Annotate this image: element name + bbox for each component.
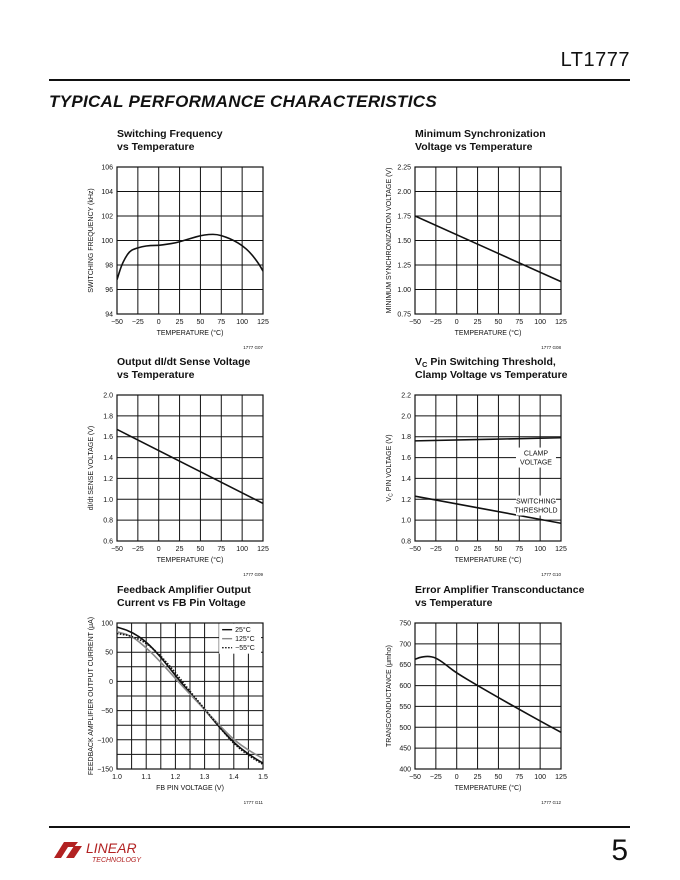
x-tick-label: 1.0 xyxy=(112,774,122,781)
x-tick-label: −25 xyxy=(131,319,144,326)
y-tick-label: 104 xyxy=(101,189,113,196)
chart-title-line: VC Pin Switching Threshold, xyxy=(415,356,556,369)
y-tick-label: 1.0 xyxy=(103,496,113,504)
x-tick-label: 1.5 xyxy=(258,774,268,781)
y-tick-label: 550 xyxy=(399,703,411,711)
y-tick-label: 100 xyxy=(101,620,113,628)
x-tick-label: −50 xyxy=(111,546,123,553)
x-tick-label: 100 xyxy=(534,546,546,553)
y-tick-label: 1.6 xyxy=(401,455,411,463)
logo-wordmark: LINEAR xyxy=(86,840,137,856)
y-tick-label: 2.2 xyxy=(401,392,411,400)
y-tick-label: 1.8 xyxy=(401,434,411,442)
x-tick-label: 1.2 xyxy=(170,774,181,781)
x-tick-label: 125 xyxy=(257,319,269,326)
x-tick-label: 0 xyxy=(454,546,459,553)
y-tick-label: 600 xyxy=(399,683,411,691)
chart-title-line: Output dI/dt Sense Voltage xyxy=(117,356,251,368)
logo-subtext: TECHNOLOGY xyxy=(92,857,142,864)
x-tick-label: 0 xyxy=(156,319,161,326)
annotation-label: VOLTAGE xyxy=(519,459,552,467)
x-tick-label: 25 xyxy=(175,319,184,326)
figure-id: 1777 G12 xyxy=(541,800,561,805)
x-tick-label: 0 xyxy=(454,774,459,781)
y-tick-label: 94 xyxy=(105,311,113,319)
figure-id: 1777 G11 xyxy=(243,800,263,805)
chart-6 xyxy=(386,584,585,805)
chart-title-line: Minimum Synchronization xyxy=(415,128,546,140)
x-tick-label: 100 xyxy=(236,319,248,326)
x-tick-label: 75 xyxy=(217,546,226,553)
y-tick-label: 1.25 xyxy=(397,262,411,270)
y-tick-label: 1.4 xyxy=(103,455,113,463)
chart-title-line: Voltage vs Temperature xyxy=(415,141,533,153)
linear-technology-logo xyxy=(52,836,172,866)
legend-label: −55°C xyxy=(235,645,255,653)
x-tick-label: 0 xyxy=(454,319,459,326)
y-tick-label: −50 xyxy=(101,708,113,716)
x-axis-label: TEMPERATURE (°C) xyxy=(454,785,522,792)
y-axis-label: FEEDBACK AMPLIFIER OUTPUT CURRENT (μA) xyxy=(88,616,95,776)
bottom-rule xyxy=(49,826,630,828)
y-tick-label: 1.8 xyxy=(103,413,113,421)
x-tick-label: 75 xyxy=(515,319,524,326)
x-tick-label: 25 xyxy=(473,546,482,553)
x-tick-label: 100 xyxy=(236,546,248,553)
part-number: LT1777 xyxy=(560,49,630,71)
y-tick-label: 450 xyxy=(399,745,411,753)
y-tick-label: 1.4 xyxy=(401,475,411,483)
y-axis-label: dI/dt SENSE VOLTAGE (V) xyxy=(88,425,95,511)
chart-5 xyxy=(88,584,268,805)
y-tick-label: −150 xyxy=(97,766,113,774)
figure-id: 1777 G07 xyxy=(243,345,263,350)
y-tick-label: 106 xyxy=(101,164,113,172)
legend-label: 25°C xyxy=(235,627,251,635)
x-tick-label: −50 xyxy=(409,546,421,553)
x-tick-label: 100 xyxy=(534,319,546,326)
x-tick-label: −25 xyxy=(429,319,442,326)
x-tick-label: 125 xyxy=(555,774,567,781)
y-tick-label: 0 xyxy=(109,678,113,686)
figure-id: 1777 G08 xyxy=(541,345,561,350)
x-tick-label: −25 xyxy=(131,546,144,553)
annotation-label: CLAMP xyxy=(523,450,549,458)
x-axis-label: TEMPERATURE (°C) xyxy=(156,330,224,337)
x-tick-label: 0 xyxy=(156,546,161,553)
x-tick-label: 125 xyxy=(555,546,567,553)
y-tick-label: 1.0 xyxy=(401,517,411,525)
y-tick-label: 1.2 xyxy=(401,496,411,504)
y-tick-label: 1.75 xyxy=(397,213,411,221)
x-tick-label: 75 xyxy=(515,774,524,781)
y-tick-label: 2.0 xyxy=(103,392,113,400)
y-tick-label: 0.6 xyxy=(103,538,113,546)
y-tick-label: 2.00 xyxy=(397,189,411,196)
series-line-1 xyxy=(415,216,561,282)
chart-title-line: vs Temperature xyxy=(117,141,195,153)
series-line-1 xyxy=(117,234,263,279)
x-tick-label: −50 xyxy=(409,774,421,781)
chart-title-line: vs Temperature xyxy=(415,597,493,609)
section-title: TYPICAL PERFORMANCE CHARACTERISTICS xyxy=(49,92,437,111)
x-tick-label: 125 xyxy=(257,546,269,553)
chart-title-line: Error Amplifier Transconductance xyxy=(415,584,585,596)
figure-id: 1777 G10 xyxy=(541,572,561,577)
logo-mark-icon xyxy=(54,842,82,858)
y-tick-label: 1.00 xyxy=(397,287,411,294)
chart-1 xyxy=(88,128,269,350)
y-tick-label: 0.8 xyxy=(103,517,113,525)
x-tick-label: −50 xyxy=(409,319,421,326)
x-axis-label: TEMPERATURE (°C) xyxy=(454,330,522,337)
x-tick-label: 25 xyxy=(473,774,482,781)
x-axis-label: TEMPERATURE (°C) xyxy=(454,557,522,564)
y-tick-label: 102 xyxy=(101,213,113,221)
x-tick-label: −50 xyxy=(111,319,123,326)
y-axis-label: MINIMUM SYNCHRONIZATION VOLTAGE (V) xyxy=(386,167,393,314)
x-tick-label: 1.4 xyxy=(228,774,239,781)
x-axis-label: FB PIN VOLTAGE (V) xyxy=(156,785,224,792)
chart-title-line: Clamp Voltage vs Temperature xyxy=(415,369,568,381)
x-tick-label: 1.1 xyxy=(141,774,152,781)
y-tick-label: 2.25 xyxy=(397,164,411,172)
y-tick-label: 0.8 xyxy=(401,538,411,546)
plot-frame xyxy=(117,395,263,541)
x-tick-label: −25 xyxy=(429,546,442,553)
series-line-1 xyxy=(415,438,561,441)
x-tick-label: 25 xyxy=(473,319,482,326)
chart-title-line: vs Temperature xyxy=(117,369,195,381)
legend-label: 125°C xyxy=(235,636,255,644)
y-tick-label: 1.6 xyxy=(103,434,113,442)
y-tick-label: 1.50 xyxy=(397,238,411,245)
x-axis-label: TEMPERATURE (°C) xyxy=(156,557,224,564)
y-tick-label: 2.0 xyxy=(401,413,411,421)
x-tick-label: −25 xyxy=(429,774,442,781)
chart-title-line: Current vs FB Pin Voltage xyxy=(117,597,246,609)
x-tick-label: 50 xyxy=(494,774,503,781)
x-tick-label: 125 xyxy=(555,319,567,326)
chart-2 xyxy=(386,128,567,350)
plot-frame xyxy=(415,623,561,769)
y-tick-label: 1.2 xyxy=(103,475,113,483)
y-tick-label: 100 xyxy=(101,238,113,245)
y-tick-label: 400 xyxy=(399,766,411,774)
y-tick-label: 700 xyxy=(399,641,411,649)
figure-id: 1777 G09 xyxy=(243,572,263,577)
y-tick-label: 98 xyxy=(105,262,113,270)
page-number: 5 xyxy=(611,834,628,867)
x-tick-label: 25 xyxy=(175,546,184,553)
y-tick-label: 0.75 xyxy=(397,311,411,319)
y-axis-label: $V_C$ PIN VOLTAGE (V) xyxy=(386,434,395,502)
y-tick-label: 650 xyxy=(399,662,411,670)
x-tick-label: 50 xyxy=(196,546,205,553)
x-tick-label: 75 xyxy=(217,319,226,326)
chart-title-line: Feedback Amplifier Output xyxy=(117,584,251,596)
x-tick-label: 100 xyxy=(534,774,546,781)
series-line-1 xyxy=(415,656,561,732)
y-axis-label: TRANSCONDUCTANCE (μmho) xyxy=(386,645,393,747)
annotation-label: SWITCHING xyxy=(515,498,557,506)
y-tick-label: 750 xyxy=(399,620,411,628)
y-tick-label: 500 xyxy=(399,724,411,732)
chart-3 xyxy=(88,356,269,577)
x-tick-label: 75 xyxy=(515,546,524,553)
x-tick-label: 1.3 xyxy=(199,774,210,781)
y-tick-label: −100 xyxy=(97,737,113,745)
series-line-1 xyxy=(117,429,263,503)
y-axis-label: SWITCHING FREQUENCY (kHz) xyxy=(88,188,95,293)
y-tick-label: 96 xyxy=(105,287,113,294)
x-tick-label: 50 xyxy=(196,319,205,326)
y-tick-label: 50 xyxy=(105,649,113,657)
annotation-label: THRESHOLD xyxy=(514,507,558,515)
chart-4 xyxy=(386,356,568,577)
x-tick-label: 50 xyxy=(494,319,503,326)
chart-title-line: Switching Frequency xyxy=(117,128,223,140)
x-tick-label: 50 xyxy=(494,546,503,553)
